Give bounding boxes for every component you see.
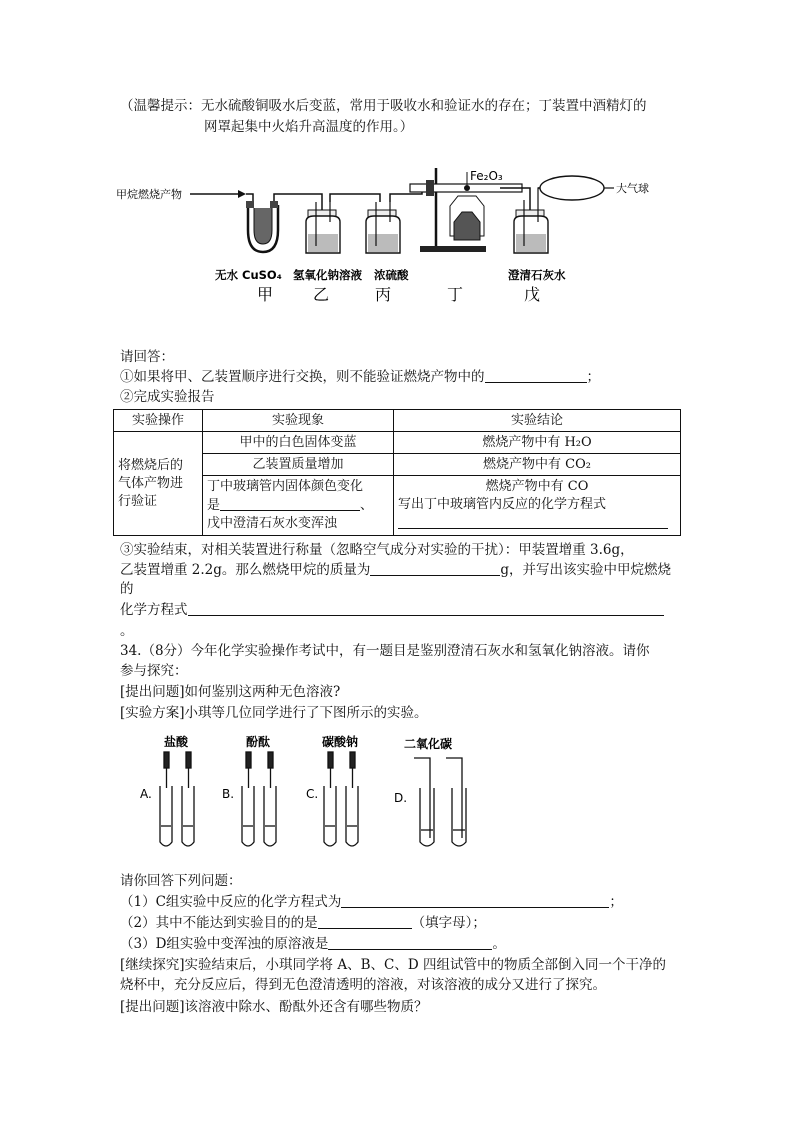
q34-sub2: （2）其中不能达到实验目的的是 （填字母）；	[120, 915, 486, 931]
table-header-row	[114, 410, 681, 432]
group-b-letter: B.	[222, 787, 235, 801]
apparatus-name: 乙	[313, 285, 330, 304]
reagent-label: 澄清石灰水	[508, 268, 566, 282]
apparatus-name: 丙	[375, 285, 392, 304]
test-tube-figure	[130, 730, 490, 860]
balloon-label: 大气球	[616, 182, 649, 195]
q34-sub1: （1）C组实验中反应的化学方程式为 ；	[120, 894, 623, 910]
q33-q3-line3: 的	[120, 581, 134, 597]
conclusion-cell: 燃烧产物中有 CO 写出丁中玻璃管内反应的化学方程式	[394, 476, 681, 536]
answer-blank-c-equation[interactable]	[341, 893, 609, 908]
fe2o3-label: Fe₂O₃	[470, 169, 503, 183]
phenomenon-cell: 乙装置质量增加	[203, 454, 394, 476]
q33-prompt: 请回答：	[120, 349, 174, 365]
conclusion-cell: 燃烧产物中有 CO₂	[394, 454, 681, 476]
phenomenon-cell: 甲中的白色固体变蓝	[203, 432, 394, 454]
inlet-arrow-head	[238, 190, 246, 198]
q34-plan: [实验方案]小琪等几位同学进行了下图所示的实验。	[120, 705, 428, 721]
table-header: 实验结论	[394, 410, 681, 432]
answer-blank-solution[interactable]	[328, 935, 492, 950]
balloon	[540, 176, 649, 200]
group-a-tubes	[160, 752, 194, 846]
q34-sub3: （3）D组实验中变浑浊的原溶液是 。	[120, 936, 506, 952]
reagent-label: 浓硫酸	[374, 268, 409, 282]
tip-line-1: （温馨提示：无水硫酸铜吸水后变蓝，常用于吸收水和验证水的存在；丁装置中酒精灯的	[120, 98, 647, 114]
table-header: 实验现象	[203, 410, 394, 432]
q34-intro-1: 34.（8分）今年化学实验操作考试中，有一题目是鉴别澄清石灰水和氢氧化钠溶液。请你	[120, 643, 650, 659]
q33-q3-line2: 乙装置增重 2.2g。那么燃烧甲烷的质量为 g，并写出该实验中甲烷燃烧	[120, 562, 672, 578]
inlet-label: 甲烷燃烧产物	[116, 188, 182, 201]
bottle-wu	[514, 188, 548, 253]
q34-continue-1: [继续探究]实验结束后，小琪同学将 A、B、C、D 四组试管中的物质全部倒入同一个干净的	[120, 957, 666, 973]
q34-answer-prompt: 请你回答下列问题：	[120, 873, 242, 889]
conclusion-cell: 燃烧产物中有 H₂O	[394, 432, 681, 454]
reagent-label: 无水 CuSO₄	[215, 268, 282, 282]
group-c-reagent: 碳酸钠	[322, 735, 359, 749]
q34-question: [提出问题]如何鉴别这两种无色溶液?	[120, 684, 341, 700]
group-b-reagent: 酚酞	[246, 735, 271, 749]
phenomenon-cell: 丁中玻璃管内固体颜色变化 是 、 戊中澄清石灰水变浑浊	[203, 476, 394, 536]
q34-continue-2: 烧杯中，充分反应后，得到无色澄清透明的溶液，对该溶液的成分又进行了探究。	[120, 977, 606, 993]
q33-end: 。	[120, 623, 134, 639]
q33-q3-line4: 化学方程式	[120, 601, 664, 619]
answer-blank-mass[interactable]	[370, 561, 500, 576]
answer-blank-letter[interactable]	[318, 914, 412, 929]
group-a-reagent: 盐酸	[164, 735, 189, 749]
group-c-letter: C.	[306, 787, 319, 801]
answer-blank-color[interactable]	[220, 496, 360, 511]
apparatus-name: 丁	[447, 285, 464, 304]
answer-blank-methane-equation[interactable]	[188, 601, 664, 616]
group-a-letter: A.	[140, 787, 152, 801]
bottle-bing	[366, 188, 422, 253]
q33-q1: ①如果将甲、乙装置顺序进行交换，则不能验证燃烧产物中的 ；	[120, 369, 600, 385]
apparatus-name: 甲	[257, 285, 274, 304]
group-d-tubes	[414, 758, 466, 846]
q33-q2: ②完成实验报告	[120, 389, 215, 405]
q34-intro-2: 参与探究：	[120, 663, 188, 679]
operation-cell: 将燃烧后的 气体产物进 行验证	[114, 432, 203, 536]
q34-question-2: [提出问题]该溶液中除水、酚酞外还含有哪些物质？	[120, 999, 428, 1015]
answer-blank-q1[interactable]	[485, 368, 587, 383]
table-header: 实验操作	[114, 410, 203, 432]
group-b-tubes	[242, 752, 276, 846]
table-row	[114, 432, 681, 454]
group-d-letter: D.	[394, 791, 408, 805]
group-c-tubes	[324, 752, 358, 846]
stand-ding	[410, 168, 530, 252]
tip-line-2: 网罩起集中火焰升高温度的作用。）	[204, 119, 414, 135]
q33-q3-line1: ③实验结束，对相关装置进行称量（忽略空气成分对实验的干扰）：甲装置增重 3.6g，	[120, 542, 634, 558]
group-d-reagent: 二氧化碳	[404, 737, 453, 751]
experiment-report-table	[113, 409, 681, 536]
answer-blank-equation[interactable]	[398, 514, 668, 529]
apparatus-figure	[110, 160, 690, 310]
apparatus-name: 戊	[524, 285, 541, 304]
reagent-label: 氢氧化钠溶液	[293, 268, 362, 282]
